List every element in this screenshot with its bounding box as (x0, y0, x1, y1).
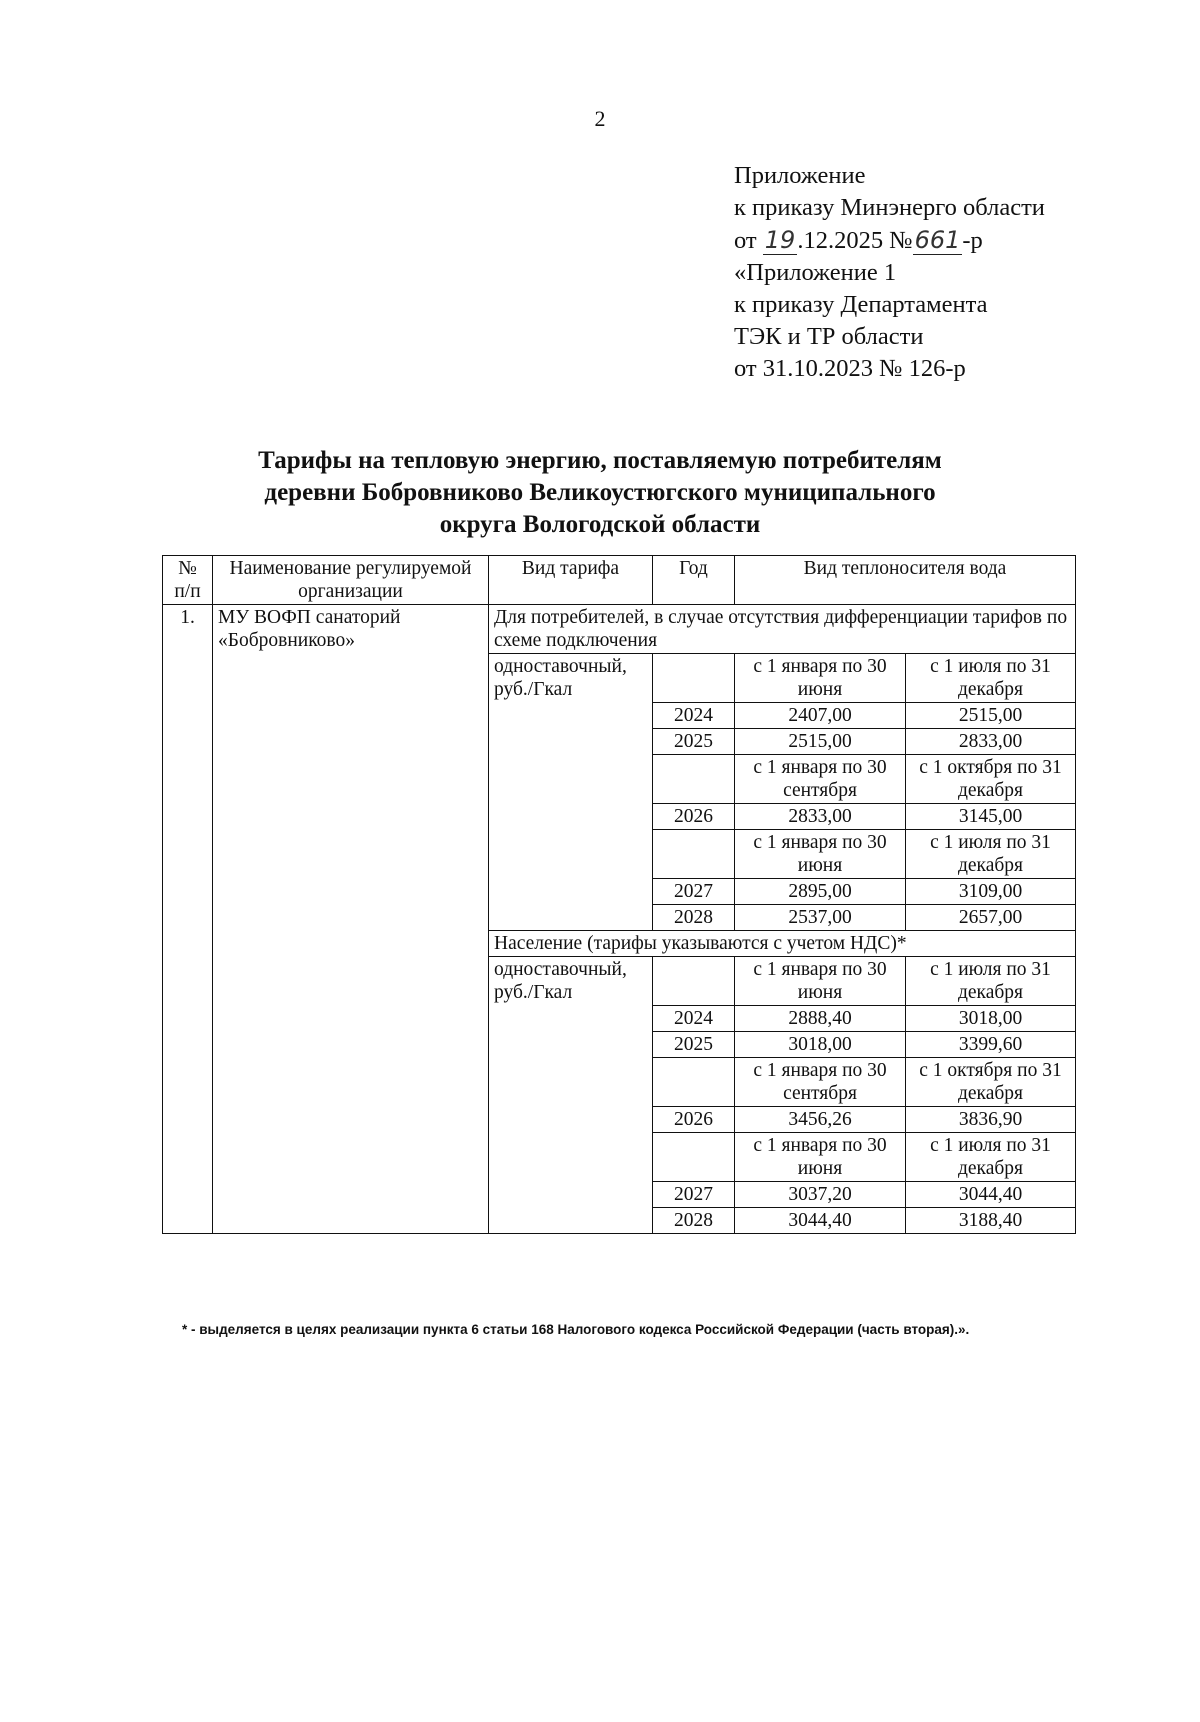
first-period-cell: 3037,20 (735, 1182, 906, 1208)
section-title: Для потребителей, в случае отсутствия дифференциации тарифов по схеме подключения (489, 605, 1076, 654)
section-title: Население (тарифы указываются с учетом НДС)* (489, 931, 1076, 957)
title-line: деревни Бобровниково Великоустюгского муниципального (264, 479, 936, 506)
first-period-cell: с 1 января по 30 сентября (735, 755, 906, 804)
second-period-cell: с 1 июля по 31 декабря (906, 654, 1076, 703)
first-period-cell: 3018,00 (735, 1032, 906, 1058)
second-period-cell: 3188,40 (906, 1208, 1076, 1234)
second-period-cell: 3836,90 (906, 1107, 1076, 1133)
header-year: Год (653, 556, 735, 605)
second-period-cell: с 1 октября по 31 декабря (906, 1058, 1076, 1107)
year-cell: 2025 (653, 1032, 735, 1058)
second-period-cell: с 1 июля по 31 декабря (906, 957, 1076, 1006)
year-cell: 2027 (653, 879, 735, 905)
header-prefix: от (734, 227, 763, 254)
header-order-date-line (734, 224, 1045, 257)
second-period-cell: 3044,40 (906, 1182, 1076, 1208)
first-period-cell: с 1 января по 30 июня (735, 957, 906, 1006)
first-period-cell: с 1 января по 30 июня (735, 654, 906, 703)
tariff-type-label: одноставочный, руб./Гкал (489, 957, 653, 1234)
second-period-cell: с 1 июля по 31 декабря (906, 1133, 1076, 1182)
handwritten-order-number: 661 (914, 226, 961, 254)
footnote: * - выделяется в целях реализации пункта 6 статьи 168 Налогового кодекса Российской Федерации (часть вторая).». (182, 1322, 970, 1337)
year-cell: 2028 (653, 1208, 735, 1234)
row-number: 1. (163, 605, 213, 1234)
table-header-row (163, 556, 1076, 605)
header-tariff-type: Вид тарифа (489, 556, 653, 605)
tariff-table (162, 555, 1076, 1234)
handwritten-day: 19 (764, 226, 796, 254)
title-line: округа Вологодской области (439, 511, 761, 538)
second-period-cell: 2515,00 (906, 703, 1076, 729)
header-date: .12.2025 № (797, 227, 913, 254)
year-cell (653, 957, 735, 1006)
header-line: от 31.10.2023 № 126-р (734, 355, 966, 382)
year-cell: 2026 (653, 804, 735, 830)
section-title-row (163, 605, 1076, 654)
year-cell: 2026 (653, 1107, 735, 1133)
year-cell: 2028 (653, 905, 735, 931)
second-period-cell: 3399,60 (906, 1032, 1076, 1058)
document-title (0, 445, 1200, 541)
header-line: к приказу Департамента (734, 291, 988, 318)
second-period-cell: 2657,00 (906, 905, 1076, 931)
first-period-cell: 3456,26 (735, 1107, 906, 1133)
first-period-cell: с 1 января по 30 июня (735, 1133, 906, 1182)
year-cell (653, 830, 735, 879)
title-line: Тарифы на тепловую энергию, поставляемую потребителям (258, 447, 942, 474)
page-number: 2 (594, 106, 606, 131)
first-period-cell: 2407,00 (735, 703, 906, 729)
year-cell: 2024 (653, 703, 735, 729)
second-period-cell: 3145,00 (906, 804, 1076, 830)
header-org: Наименование регулируемой организации (213, 556, 489, 605)
first-period-cell: 2537,00 (735, 905, 906, 931)
header-line: ТЭК и ТР области (734, 323, 924, 350)
second-period-cell: с 1 октября по 31 декабря (906, 755, 1076, 804)
header-line: к приказу Минэнерго области (734, 194, 1045, 221)
year-cell: 2025 (653, 729, 735, 755)
year-cell (653, 1058, 735, 1107)
organization-name: МУ ВОФП санаторий «Бобровниково» (213, 605, 489, 1234)
first-period-cell: с 1 января по 30 сентября (735, 1058, 906, 1107)
second-period-cell: 2833,00 (906, 729, 1076, 755)
first-period-cell: 2888,40 (735, 1006, 906, 1032)
year-cell: 2027 (653, 1182, 735, 1208)
second-period-cell: 3018,00 (906, 1006, 1076, 1032)
first-period-cell: 3044,40 (735, 1208, 906, 1234)
first-period-cell: 2515,00 (735, 729, 906, 755)
appendix-header (734, 160, 1045, 385)
header-num: № п/п (163, 556, 213, 605)
year-cell (653, 654, 735, 703)
header-line: «Приложение 1 (734, 259, 897, 286)
first-period-cell: 2833,00 (735, 804, 906, 830)
header-carrier: Вид теплоносителя вода (735, 556, 1076, 605)
year-cell (653, 755, 735, 804)
first-period-cell: с 1 января по 30 июня (735, 830, 906, 879)
second-period-cell: с 1 июля по 31 декабря (906, 830, 1076, 879)
header-line: Приложение (734, 162, 866, 189)
first-period-cell: 2895,00 (735, 879, 906, 905)
year-cell: 2024 (653, 1006, 735, 1032)
second-period-cell: 3109,00 (906, 879, 1076, 905)
year-cell (653, 1133, 735, 1182)
header-suffix: -р (962, 227, 983, 254)
tariff-type-label: одноставочный, руб./Гкал (489, 654, 653, 931)
